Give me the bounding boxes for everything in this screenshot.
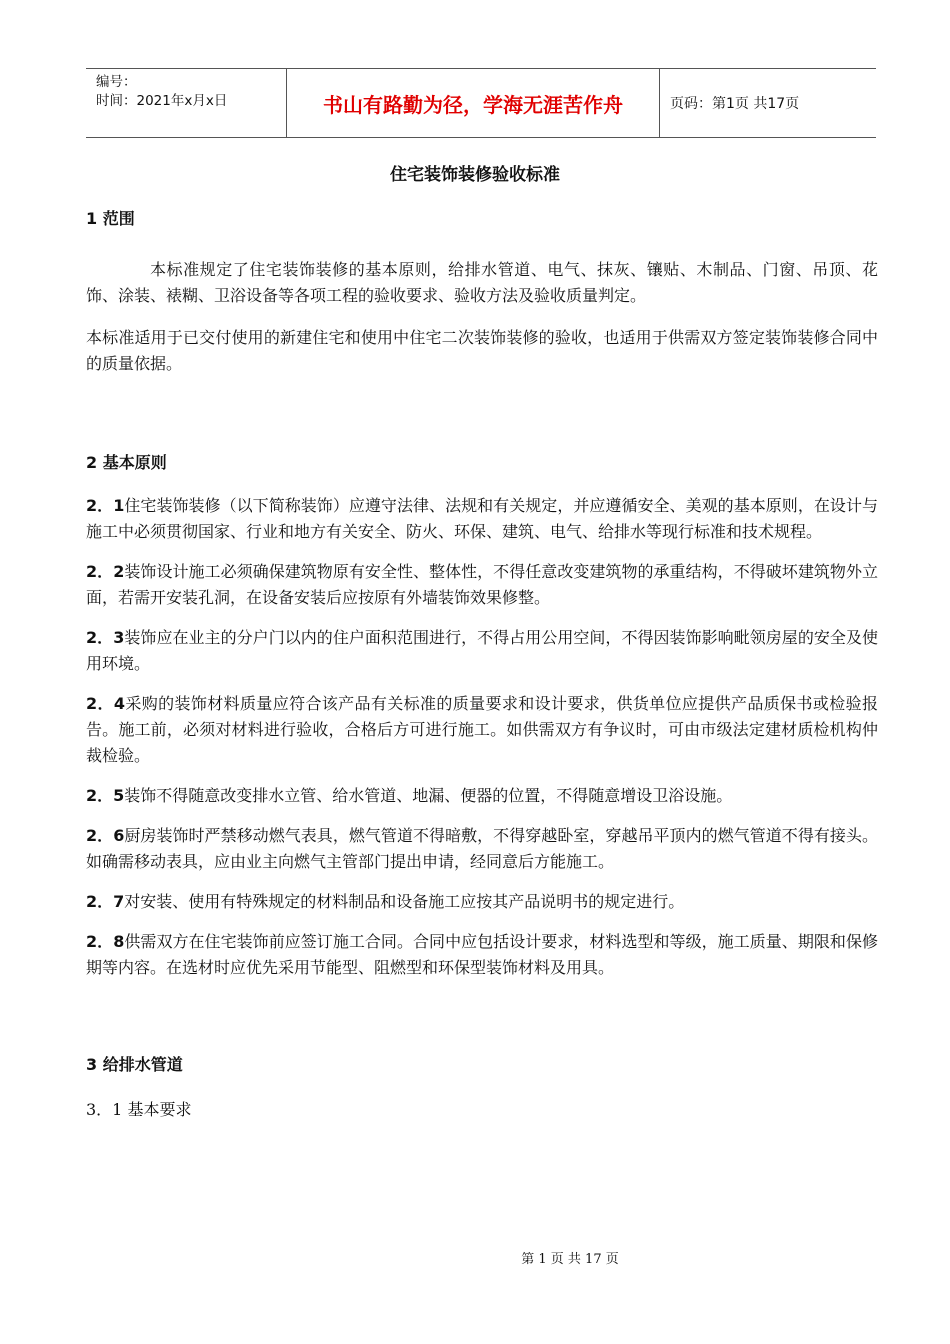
header-page-info: 页码：第1页 共17页 <box>670 96 800 112</box>
clause-2-6 <box>86 823 878 875</box>
clause-text: 装饰应在业主的分户门以内的住户面积范围进行，不得占用公用空间，不得因装饰影响毗领房屋的安全及使用环境。 <box>86 628 878 673</box>
clause-2-1 <box>86 493 878 545</box>
clause-number: 2．5 <box>86 786 125 805</box>
clause-number: 2．1 <box>86 496 125 515</box>
number-label: 编号： <box>96 74 137 90</box>
clause-number: 2．6 <box>86 826 125 845</box>
clause-number: 2．4 <box>86 694 126 713</box>
clause-2-4 <box>86 691 878 769</box>
clause-number: 2．3 <box>86 628 125 647</box>
document-body <box>86 205 878 1123</box>
section-2-heading: 2 基本原则 <box>86 453 167 472</box>
clause-text: 供需双方在住宅装饰前应签订施工合同。合同中应包括设计要求，材料选型和等级，施工质量、期限和保修期等内容。在选材时应优先采用节能型、阻燃型和环保型装饰材料及用具。 <box>86 932 878 977</box>
clause-2-3 <box>86 625 878 677</box>
section-1-heading: 1 范围 <box>86 209 135 228</box>
section-1-paragraph-2: 本标准适用于已交付使用的新建住宅和使用中住宅二次装饰装修的验收，也适用于供需双方签定装饰装修合同中的质量依据。 <box>86 328 878 373</box>
clause-number: 2．8 <box>86 932 125 951</box>
clause-text: 厨房装饰时严禁移动燃气表具，燃气管道不得暗敷，不得穿越卧室，穿越吊平顶内的燃气管道不得有接头。如确需移动表具，应由业主向燃气主管部门提出申请，经同意后方能施工。 <box>86 826 878 871</box>
header-meta <box>86 69 287 137</box>
section-3-1-heading: 3．1 基本要求 <box>86 1100 192 1119</box>
document-header <box>86 68 876 138</box>
section-3-heading: 3 给排水管道 <box>86 1055 183 1074</box>
section-1-paragraph-1: 本标准规定了住宅装饰装修的基本原则，给排水管道、电气、抹灰、镶贴、木制品、门窗、吊顶、花饰、涂装、裱糊、卫浴设备等各项工程的验收要求、验收方法及验收质量判定。 <box>86 260 878 305</box>
clause-2-8 <box>86 929 878 981</box>
clause-2-7 <box>86 889 878 915</box>
time-label: 时间：2021年x月x日 <box>96 93 228 109</box>
clause-2-5 <box>86 783 878 809</box>
clause-number: 2．7 <box>86 892 125 911</box>
clause-text: 住宅装饰装修（以下简称装饰）应遵守法律、法规和有关规定，并应遵循安全、美观的基本原则，在设计与施工中必须贯彻国家、行业和地方有关安全、防火、环保、建筑、电气、给排水等现行标准和技术规程。 <box>86 496 878 541</box>
clause-text: 装饰设计施工必须确保建筑物原有安全性、整体性，不得任意改变建筑物的承重结构，不得破坏建筑物外立面，若需开安装孔洞，在设备安装后应按原有外墙装饰效果修整。 <box>86 562 878 607</box>
clause-2-2 <box>86 559 878 611</box>
document-title: 住宅装饰装修验收标准 <box>390 165 560 185</box>
clause-text: 对安装、使用有特殊规定的材料制品和设备施工应按其产品说明书的规定进行。 <box>124 892 685 911</box>
clause-text: 采购的装饰材料质量应符合该产品有关标准的质量要求和设计要求，供货单位应提供产品质保书或检验报告。施工前，必须对材料进行验收，合格后方可进行施工。如供需双方有争议时，可由市级法定建材质检机构仲裁检验。 <box>86 694 878 765</box>
header-motto: 书山有路勤为径，学海无涯苦作舟 <box>287 69 660 137</box>
clause-number: 2．2 <box>86 562 125 581</box>
page-footer: 第 1 页 共 17 页 <box>521 1252 619 1267</box>
clause-text: 装饰不得随意改变排水立管、给水管道、地漏、便器的位置，不得随意增设卫浴设施。 <box>124 786 733 805</box>
